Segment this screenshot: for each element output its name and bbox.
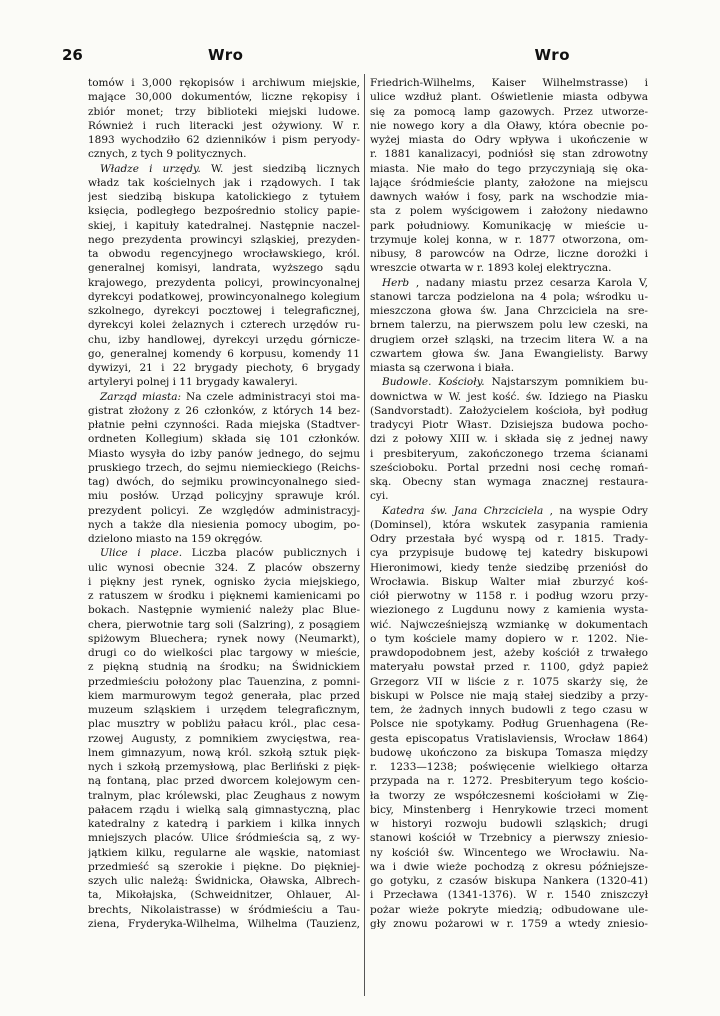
text-line [88,874,360,888]
line-text: artyleryi polnej i 11 brygady kawaleryi. [88,376,298,389]
section-heading: Budowle. Kościoły. [382,376,485,389]
text-line [88,732,360,746]
line-text: dyrekcyi podatkowej, prowincyonalnego kolegium [88,290,360,303]
line-text: kiem marmurowym tegoż generała, plac przed [88,689,360,702]
text-line [370,147,648,161]
text-line [370,575,648,589]
text-line [370,190,648,204]
text-line [370,347,648,361]
line-text: rzowej Augusty, z pomnikiem zwycięstwa, rea- [88,732,360,745]
line-text: miasta. Nie mało do tego przyczyniają się oka- [370,162,648,175]
line-text: lnem gimnazyum, nową król. szkołą sztuk pięk- [88,746,360,759]
text-line [370,318,648,332]
line-text: chera, pierwotnie targ soli (Salzring), z posągiem [88,618,360,631]
line-text: pałacem rządu i wielką salą gimnastyczną, plac [88,803,360,816]
line-text: materyału powstał przed r. 1100, gdyż papież [370,661,648,674]
line-text: miu posłów. Urząd policyjny sprawuje król. [88,490,360,503]
column-divider [364,74,365,996]
text-line [88,247,360,261]
line-text: przedmieściu położony plac Tauenzina, z pomni- [88,675,360,688]
text-line [370,546,648,560]
text-line [370,390,648,404]
text-line [370,760,648,774]
line-text: plac musztry w pobliżu pałacu król., plac cesa- [88,718,360,731]
text-line [88,333,360,347]
text-line [370,732,648,746]
line-text: ciół pierwotny w 1158 r. i podług wzoru przy- [370,590,648,602]
line-text: cyi. [370,490,389,503]
text-line [88,432,360,446]
line-text: trzymuje kolej konna, w r. 1877 otworzona, om- [370,233,648,246]
line-text: szych ulic należą: Świdnicka, Oławska, Albrech- [88,875,360,887]
line-text: W. jest siedzibą licznych [211,162,360,175]
text-line [370,860,648,874]
line-text: Grzegorz VII w liście z r. 1075 skarży się, że [370,675,648,688]
line-text: ulice wzdłuż plant. Oświetlenie miasta odbywa [370,91,648,104]
text-line [370,432,648,446]
line-text: gły znowu pożarowi w r. 1759 a wtedy zniesio- [370,917,648,930]
line-text: zbiór monet; trzy biblioteki miejski ludowe. [88,105,360,118]
text-line [88,119,360,133]
text-line [370,504,648,518]
text-line [88,703,360,717]
text-line [370,247,648,261]
line-text: sta z polem wyścigowem i założony niedawno [370,205,648,218]
text-line [370,746,648,760]
line-text: dywizyi, 21 i 22 brygady piechoty, 6 brygady [88,362,360,374]
text-line [370,276,648,290]
page-number: 26 [62,46,83,64]
line-text: cya przypisuje budowę tej katedry biskupowi [370,547,648,560]
line-text: Hieronimowi, kiedy tenże siedzibę przeniósł do [370,561,648,574]
text-line [88,233,360,247]
line-text: ła tworzy ze współczesnemi kościołami w Zię- [370,789,648,802]
text-line [88,518,360,532]
line-text: lające śródmieście planty, założone na miejscu [370,176,648,189]
line-text: szkolnego, dyrekcyi pocztowej i telegraficznej, [88,305,360,317]
line-text: tradycyi Piotr Własт. Dzisiejsza budowa pocho- [370,419,648,431]
page-header [62,46,660,68]
text-line [370,219,648,233]
line-text: downictwa w W. jest kość. św. Idziego na Piasku [370,390,648,403]
text-line [88,147,360,161]
line-text: Wrocławia. Biskup Walter miał zburzyć koś- [370,575,648,588]
line-text: mające 30,000 dokumentów, liczne rękopisy i [88,91,360,104]
text-line [370,361,648,375]
line-text: Liczba placów publicznych i [191,547,360,560]
text-line [370,375,648,389]
line-text: gesta episcopatus Vratislaviensis, Wrocław 1864) [370,732,648,745]
section-heading: Zarząd miasta: [100,390,182,403]
line-text: nych a także dla niesienia pomocy ubogim, po- [88,518,360,531]
line-text: prezydent policyi. Ze względów administracyj- [88,504,360,517]
line-text: i piękny jest rynek, ognisko życia miejskiego, [88,575,360,588]
text-line [370,518,648,532]
line-text: budowę ukończono za biskupa Tomasza między [370,746,648,759]
text-line [370,874,648,888]
text-line [88,105,360,119]
line-text: przedmieść są szerokie i piękne. Do piękniej- [88,860,360,873]
line-text: z ratuszem w środku i pięknemi kamienicami po [88,590,360,602]
text-line [370,660,648,674]
right-headword: Wro [534,46,570,64]
text-line [88,546,360,560]
text-line [370,418,648,432]
line-text: nie nowego kory a dla Oławy, która obecnie po- [370,119,648,132]
line-text: i presbiteryum, zakończonego trzema ścianami [370,447,648,460]
text-line [88,390,360,404]
text-line [370,176,648,190]
line-text: ordneten Kollegium) składa się 101 członków. [88,433,360,446]
line-text: katedralny z katedrą i parkiem i kilka innych [88,818,360,830]
text-line [88,660,360,674]
left-headword: Wro [208,46,244,64]
text-line [88,219,360,233]
text-line [88,803,360,817]
line-text: ny kościół św. Wincentego we Wrocławiu. Na- [370,846,648,859]
line-text: jest siedzibą biskupa katolickiego z tytułem [88,191,360,203]
text-line [370,532,648,546]
text-line [370,689,648,703]
line-text: pruskiego trzech, do sejmu niemieckiego (Reichs- [88,461,360,474]
line-text: drugi co do wielkości plac targowy w mieście, [88,647,360,659]
text-line [370,290,648,304]
text-line [88,618,360,632]
line-text: dyrekcyi kolei żelaznych i czterech urzędów ru- [88,319,360,332]
text-line [88,603,360,617]
text-line [88,76,360,90]
text-line [88,447,360,461]
line-text: Polsce nie spotykamy. Podług Gruenhagena (Re- [370,718,648,731]
line-text: krajowego, prezydenta policyi, prowincyonalnej [88,276,360,289]
line-text: cznych, z tych 9 politycznych. [88,148,247,161]
line-text: jątkiem kilku, regularne ale wąskie, natomiast [88,846,360,859]
text-line [88,504,360,518]
section-heading: Herb [382,276,410,289]
text-line [370,489,648,503]
text-line [370,831,648,845]
line-text: dzi z połowy XIII w. i składa się z jednej nawy [370,433,648,446]
text-line [370,333,648,347]
line-text: władz tak kościelnych jak i rządowych. I tak [88,176,360,189]
line-text: w historyi rozwoju budowli szląskich; drugi [370,818,648,830]
text-line [88,917,360,931]
line-text: spiżowym Bluechera; rynek nowy (Neumarkt), [88,632,360,645]
text-line [370,76,648,90]
line-text: z piękną studnią na środku; na Świdnickiem [88,661,360,674]
text-line [370,162,648,176]
text-line [88,817,360,831]
text-line [88,888,360,902]
text-line [88,846,360,860]
text-line [88,532,360,546]
line-text: sześcioboku. Portal przedni nosi cechę romań- [370,461,648,474]
text-line [370,917,648,931]
line-text: go, generalnej komendy 6 korpusu, komendy 11 [88,347,360,360]
text-line [88,717,360,731]
text-line [88,375,360,389]
text-line [370,304,648,318]
line-text: Odry przestała być wyspą od r. 1815. Trady- [370,533,648,545]
line-text: wyżej miasta do Odry wpływa i ukończenie w [370,134,648,146]
line-text: park południowy. Komunikację w mieście u- [370,219,648,232]
text-line [88,575,360,589]
line-text: dawnych wałów i fosy, park na wschodzie mia- [370,191,648,203]
text-line [370,632,648,646]
text-line [88,418,360,432]
line-text: o tym kościele mamy dopiero w r. 1202. Nie- [370,632,648,645]
line-text: r. 1233—1238; poświęcenie wielkiego ołtarza [370,761,648,773]
text-line [370,774,648,788]
text-line [88,90,360,104]
line-text: mniejszych placów. Ulice śródmieścia są, z wy- [88,832,360,845]
line-text: i Przecława (1341-1376). W r. 1540 zniszczył [370,889,648,902]
line-text: się za pomocą lamp gazowych. Przez utworze- [370,105,648,118]
text-line [88,561,360,575]
line-text: miasta są czerwona i biała. [370,362,515,374]
line-text: ta, Mikołajska, (Schweidnitzer, Ohlauer, Al- [88,889,360,902]
line-text: Miasto wysyła do izby panów jednego, do sejmu [88,447,360,460]
text-line [370,204,648,218]
line-text: tralnym, plac królewski, plac Zeughaus z nowym [88,789,360,802]
line-text: (Dominsel), która wskutek zasypania ramienia [370,518,648,531]
text-line [370,589,648,603]
line-text: pożar wieże pokryte miedzią; odbudowane ule- [370,903,648,916]
text-line [370,903,648,917]
line-text: księcia, podległego bezpośrednio stolicy papie- [88,205,360,218]
text-line [370,888,648,902]
line-text: nego prezydenta prowincyi szląskiej, prezyden- [88,233,360,246]
text-line [88,860,360,874]
line-text: Również i ruch literacki jest ożywiony. W r. [88,119,360,132]
line-text: tem, że żadnych innych budowli z tego czasu w [370,704,648,716]
text-line [370,646,648,660]
line-text: tomów i 3,000 rękopisów i archiwum miejskie, [88,77,360,89]
text-line [370,703,648,717]
line-text: przypada na r. 1272. Presbiteryum tego kościo- [370,775,648,788]
line-text: biskupi w Polsce nie mają stałej siedziby a przy- [370,689,648,702]
line-text: drugiem orzeł szląski, na trzecim litera W. a na [370,333,648,346]
text-line [88,204,360,218]
text-line [88,831,360,845]
text-line [370,717,648,731]
line-text: go gotyku, z czasów biskupa Nankera (1320-41) [370,875,648,887]
text-line [370,618,648,632]
section-heading: Władze i urzędy. [100,162,201,175]
text-line [88,489,360,503]
line-text: płatnie pełni czynności. Rada miejska (Stadtver- [88,419,360,431]
text-line [370,846,648,860]
line-text: chu, izby handlowej, dyrekcyi urzędu górnicze- [88,333,360,346]
text-line [370,133,648,147]
line-text: dzielono miasto na 159 okręgów. [88,533,263,545]
line-text: ną fontaną, plac przed dworcem kolejowym cen- [88,775,360,788]
line-text: wić. Najwcześniejszą wzmiankę w dokumentach [370,618,648,631]
text-line [88,646,360,660]
text-line [370,803,648,817]
line-text: brechts, Nikolaistrasse) w śródmieściu a Tau- [88,903,360,916]
line-text: ską. Obecny stan wymaga znacznej restaura- [370,476,648,488]
text-line [88,589,360,603]
text-line [88,162,360,176]
line-text: prawdopodobnem jest, ażeby kościół z trwałego [370,647,648,659]
text-line [370,817,648,831]
text-line [88,475,360,489]
text-line [88,632,360,646]
line-text: gistrat złożony z 26 członków, z których 14 bez- [88,404,360,417]
text-line [370,119,648,133]
line-text: (Sandvorstadt). Założycielem kościoła, był podług [370,404,648,417]
line-text: wa i dwie wieże pochodzą z okresu późniejsze- [370,860,648,873]
text-line [370,447,648,461]
text-line [88,190,360,204]
text-line [88,404,360,418]
text-line [88,176,360,190]
line-text: wiezionego z Lugdunu nowy z kamienia wysta- [370,604,648,617]
line-text: tag) dwóch, do sejmiku prowincyonalnego sied- [88,476,360,488]
text-line [370,675,648,689]
text-line [88,461,360,475]
text-line [370,105,648,119]
line-text: ziena, Fryderyka-Wilhelma, Wilhelma (Tauzienz, [88,917,360,930]
line-text: r. 1881 kanalizacyi, podniósł się stan zdrowotny [370,148,648,161]
line-text: muzeum szląskiem i urzędem telegraficznym, [88,704,360,716]
text-line [88,760,360,774]
text-line [370,261,648,275]
text-line [88,903,360,917]
line-text: , nadany miastu przez cesarza Karola V, [415,276,648,289]
line-text: czwartem głowa św. Jana Ewangielisty. Barwy [370,347,648,360]
line-text: stanowi kościół w Trzebnicy a pierwszy zniesio- [370,832,648,845]
text-line [88,304,360,318]
line-text: generalnej komisyi, landrata, wyższego sądu [88,262,360,275]
line-text: Friedrich-Wilhelms, Kaiser Wilhelmstrasse) i [370,77,648,89]
line-text: Najstarszym pomnikiem bu- [491,376,648,389]
right-text-column [370,76,648,931]
text-line [88,789,360,803]
line-text: wreszcie otwarta w r. 1893 kolej elektryczna. [370,262,612,275]
text-line [88,347,360,361]
line-text: bokach. Następnie wymienić należy plac Blue- [88,604,360,617]
text-line [88,290,360,304]
section-heading: Katedra św. Jana Chrzciciela [382,504,544,517]
line-text: brnem talerzu, na pierwszem polu lew czeski, na [370,319,648,332]
text-line [370,475,648,489]
text-line [88,675,360,689]
text-line [370,603,648,617]
line-text: stanowi tarcza podzielona na 4 pola; wśrodku u- [370,290,648,303]
text-line [88,318,360,332]
text-line [370,561,648,575]
line-text: mieszczona głowa św. Jana Chrzciciela na sre- [370,305,648,317]
line-text: bicy, Minstenberg i Henrykowie trzeci moment [370,803,648,816]
text-line [88,133,360,147]
text-line [88,746,360,760]
line-text: nibusy, 8 parowców na Odrze, liczne dorożki i [370,248,648,260]
text-line [370,461,648,475]
line-text: Na czele administracyi stoi ma- [186,390,360,403]
line-text: skiej, i kapituły katedralnej. Następnie naczel- [88,219,360,232]
line-text: ta obwodu regencyjnego wrocławskiego, król. [88,248,360,260]
section-heading: Ulice i place. [100,547,183,560]
text-line [370,789,648,803]
left-text-column [88,76,360,931]
text-line [88,276,360,290]
text-line [88,774,360,788]
text-line [88,261,360,275]
text-line [370,404,648,418]
text-line [88,689,360,703]
text-line [370,90,648,104]
text-line [370,233,648,247]
line-text: ulic wynosi obecnie 324. Z placów obszerny [88,561,360,574]
line-text: 1893 wychodziło 62 dzienników i pism peryody- [88,134,360,146]
line-text: , na wyspie Odry [549,504,648,517]
text-line [88,361,360,375]
line-text: nych i szkołą przemysłową, plac Berliński z pięk- [88,761,360,773]
